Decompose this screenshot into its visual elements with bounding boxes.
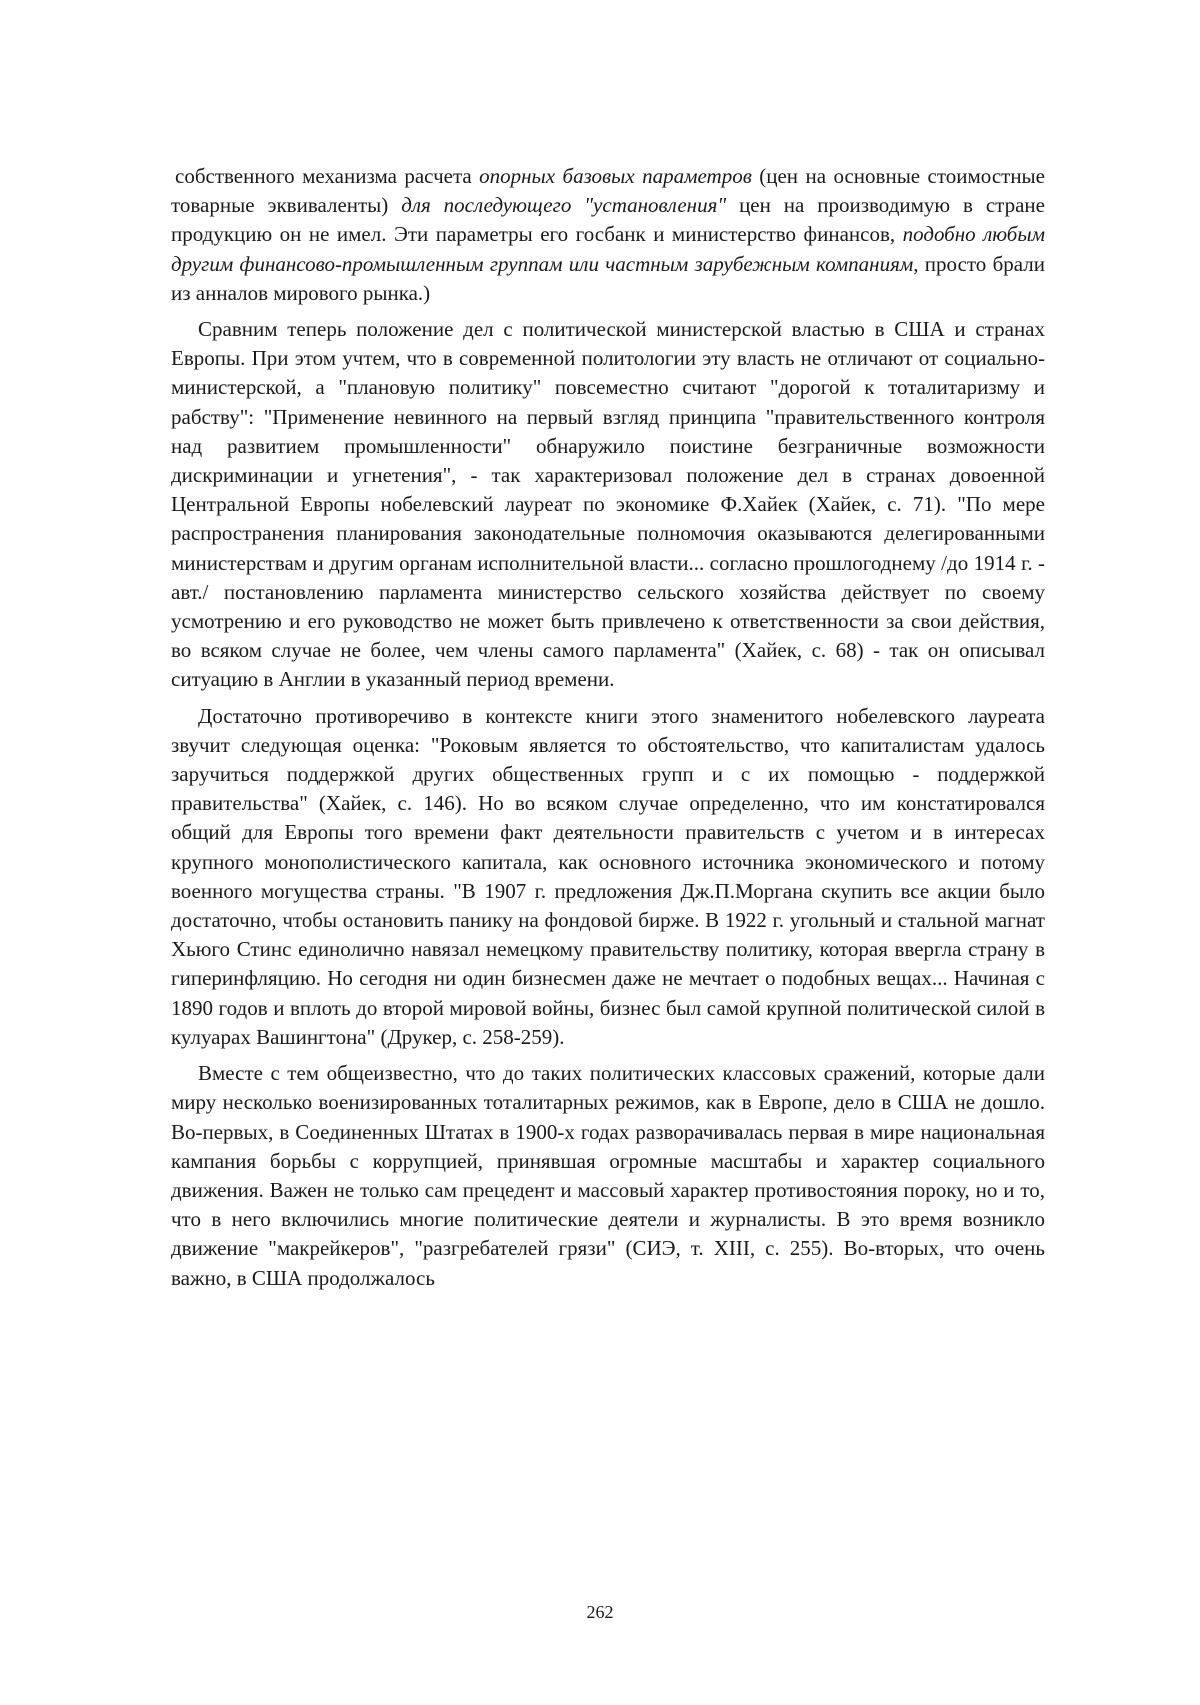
paragraph-4-text: Вместе с тем общеизвестно, что до таких политических классовых сражений, которые дали миру несколько военизированных тоталитарных режимов, как в Европе, дело в США не дошло. Во-первых, в Соединенных Штатах в 1900-х годах разворачивалась первая в мире национальная кампания борьбы с коррупцией, принявшая огромные масштабы и характер социального движения. Важен не только сам прецедент и массовый характер противостояния пороку, но и то, что в него включились многие политические деятели и журналисты. В это время возникло движение "макрейкеров", "разгребателей грязи" (СИЭ, т. XIII, с. 255). Во-вторых, что очень важно, в США продолжалось	[171, 1061, 1045, 1290]
page-number: 262	[586, 1602, 614, 1622]
paragraph-1-italic-segment: опорных базовых параметров	[479, 164, 752, 188]
paragraph-2	[171, 315, 1045, 695]
paragraph-1	[171, 162, 1045, 308]
paragraph-1-italic-segment: подобно любым другим финансово-промышленным группам или частным зарубежным компаниям	[171, 222, 1045, 276]
paragraph-1-segment: собственного механизма расчета	[175, 164, 480, 188]
paragraph-3-text: Достаточно противоречиво в контексте книги этого знаменитого нобелевского лауреата звучит следующая оценка: "Роковым является то обстоятельство, что капиталистам удалось заручиться поддержкой других общественных групп и с их помощью - поддержкой правительства" (Хайек, с. 146). Но во всяком случае определенно, что им констатировался общий для Европы того времени факт деятельности правительств с учетом и в интересах крупного монополистического капитала, как основного источника экономического и потому военного могущества страны. "В 1907 г. предложения Дж.П.Моргана скупить все акции было достаточно, чтобы остановить панику на фондовой бирже. В 1922 г. угольный и стальной магнат Хьюго Стинс единолично навязал немецкому правительству политику, которая ввергла страну в гиперинфляцию. Но сегодня ни один бизнесмен даже не мечтает о подобных вещах... Начиная с 1890 годов и вплоть до второй мировой войны, бизнес был самой крупной политической силой в кулуарах Вашингтона" (Друкер, с. 258-259).	[171, 703, 1045, 1049]
paragraph-3	[171, 702, 1045, 1052]
paragraph-2-text: Сравним теперь положение дел с политической министерской властью в США и странах Европы. При этом учтем, что в современной политологии эту власть не отличают от социально-министерской, а "плановую политику" повсеместно считают "дорогой к тоталитаризму и рабству": "Применение невинного на первый взгляд принципа "правительственного контроля над развитием промышленности" обнаружило поистине безграничные возможности дискриминации и угнетения", - так характеризовал положение дел в странах довоенной Центральной Европы нобелевский лауреат по экономике Ф.Хайек (Хайек, с. 71). "По мере распространения планирования законодательные полномочия оказываются делегированными министерствам и другим органам исполнительной власти... согласно прошлогоднему /до 1914 г. - авт./ постановлению парламента министерство сельского хозяйства действует по своему усмотрению и его руководство не может быть привлечено к ответственности за свои действия, во всяком случае не более, чем члены самого парламента" (Хайек, с. 68) - так он описывал ситуацию в Англии в указанный период времени.	[171, 317, 1045, 692]
paragraph-4	[171, 1059, 1045, 1293]
paragraph-1-segment: (цен на основные стоимостные товарные эквиваленты)	[171, 164, 1045, 218]
body-text	[171, 162, 1045, 1300]
paragraph-1-segment: , просто брали из анналов мирового рынка.)	[171, 251, 1045, 305]
paragraph-1-italic-segment: для последующего "установления"	[401, 193, 727, 218]
paragraph-1-segment: цен на производимую в стране продукцию он не имел. Эти параметры его госбанк и министерство финансов,	[171, 193, 1045, 247]
